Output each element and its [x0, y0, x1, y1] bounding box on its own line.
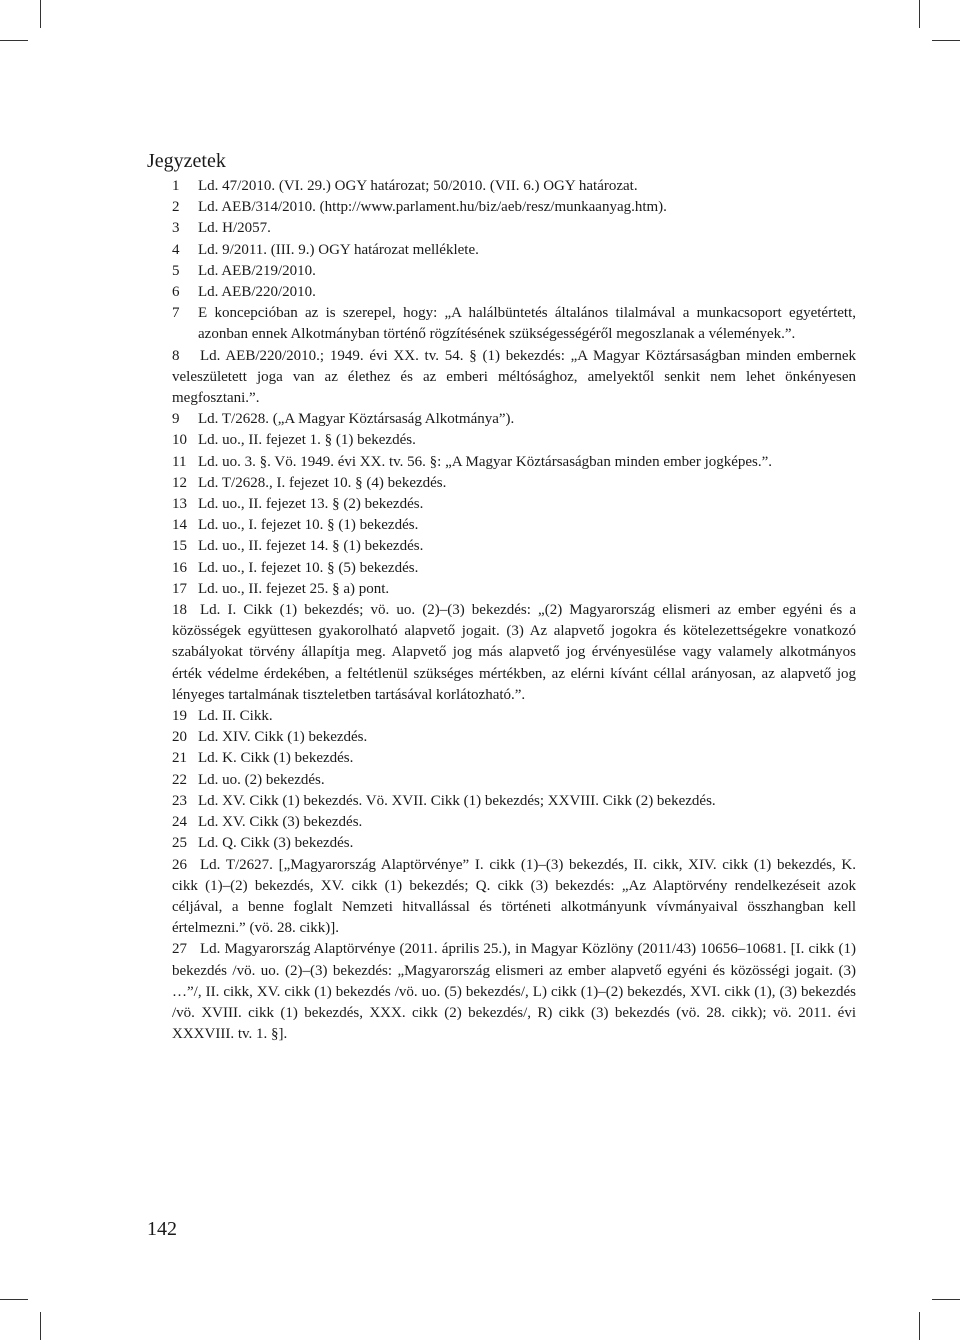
note-text — [172, 452, 856, 473]
note-body: Ld. II. Cikk. — [198, 708, 273, 725]
note-number: 22 — [172, 771, 187, 788]
note-number: 10 — [172, 432, 187, 449]
note-number: 12 — [172, 474, 187, 491]
note-8 — [172, 346, 856, 410]
note-text — [172, 536, 856, 557]
note-text — [172, 748, 856, 769]
note-text — [172, 791, 856, 812]
note-text — [172, 558, 856, 579]
note-body: Ld. AEB/220/2010. — [198, 284, 316, 301]
note-25 — [172, 833, 856, 854]
note-number: 2 — [172, 199, 180, 216]
note-number: 18 — [172, 602, 187, 619]
note-text — [172, 240, 856, 261]
notes-heading: Jegyzetek — [147, 150, 226, 172]
note-body: Ld. uo., I. fejezet 10. § (5) bekezdés. — [198, 559, 419, 576]
note-number: 8 — [172, 347, 180, 364]
note-text — [172, 579, 856, 600]
note-number: 17 — [172, 580, 187, 597]
note-9 — [172, 409, 856, 430]
crop-mark-bottom-left-v — [40, 1312, 41, 1340]
note-text — [172, 706, 856, 727]
note-text — [172, 600, 856, 706]
note-text — [172, 346, 856, 410]
note-body: Ld. XV. Cikk (1) bekezdés. Vö. XVII. Cikk (1) bekezdés; XXVIII. Cikk (2) bekezdés. — [198, 792, 716, 809]
note-body: Ld. 9/2011. (III. 9.) OGY határozat melléklete. — [198, 241, 479, 258]
crop-mark-top-right-h — [932, 40, 960, 41]
note-number: 3 — [172, 220, 180, 237]
note-3 — [172, 218, 856, 239]
note-20 — [172, 727, 856, 748]
note-number: 24 — [172, 814, 187, 831]
note-text — [172, 430, 856, 451]
note-10 — [172, 430, 856, 451]
note-text — [172, 812, 856, 833]
notes-list — [172, 176, 856, 1045]
note-27 — [172, 939, 856, 1045]
note-body: Ld. uo., I. fejezet 10. § (1) bekezdés. — [198, 517, 419, 534]
crop-mark-bottom-left-h — [0, 1299, 28, 1300]
note-body: Ld. AEB/220/2010.; 1949. évi XX. tv. 54. § (1) bekezdés: „A Magyar Köztársaságban minden embernek veleszületett joga van az élethez és az emberi méltósághoz, amelyektől senkit nem lehet önkényesen megfosztani.”. — [172, 347, 856, 407]
note-number: 7 — [172, 305, 180, 322]
note-body: Ld. uo. 3. §. Vö. 1949. évi XX. tv. 56. §: „A Magyar Köztársaságban minden ember jogképes.”. — [198, 453, 773, 470]
note-body: Ld. T/2628., I. fejezet 10. § (4) bekezdés. — [198, 474, 447, 491]
note-number: 26 — [172, 856, 187, 873]
note-21 — [172, 748, 856, 769]
note-text — [172, 515, 856, 536]
note-text — [172, 855, 856, 940]
note-text — [172, 218, 856, 239]
crop-mark-bottom-right-v — [919, 1312, 920, 1340]
note-number: 19 — [172, 708, 187, 725]
note-number: 11 — [172, 453, 187, 470]
note-body: Ld. uo. (2) bekezdés. — [198, 771, 325, 788]
note-11 — [172, 452, 856, 473]
note-body: Ld. H/2057. — [198, 220, 271, 237]
note-13 — [172, 494, 856, 515]
note-text — [172, 939, 856, 1045]
note-body: Ld. K. Cikk (1) bekezdés. — [198, 750, 354, 767]
note-23 — [172, 791, 856, 812]
note-text — [172, 727, 856, 748]
note-body: Ld. 47/2010. (VI. 29.) OGY határozat; 50/2010. (VII. 6.) OGY határozat. — [198, 178, 638, 194]
note-body: Ld. AEB/219/2010. — [198, 262, 316, 279]
note-12 — [172, 473, 856, 494]
note-18 — [172, 600, 856, 706]
note-16 — [172, 558, 856, 579]
page-number: 142 — [147, 1218, 177, 1240]
note-text — [172, 176, 856, 197]
note-number: 6 — [172, 284, 180, 301]
note-body: Ld. XIV. Cikk (1) bekezdés. — [198, 729, 368, 746]
note-body: Ld. uo., II. fejezet 25. § a) pont. — [198, 580, 390, 597]
note-number: 14 — [172, 517, 187, 534]
note-body: Ld. AEB/314/2010. (http://www.parlament.hu/biz/aeb/resz/munkaanyag.htm). — [198, 199, 667, 216]
note-text — [172, 833, 856, 854]
note-1 — [172, 176, 856, 197]
note-body: Ld. uo., II. fejezet 1. § (1) bekezdés. — [198, 432, 416, 449]
note-17 — [172, 579, 856, 600]
note-number: 13 — [172, 496, 187, 513]
crop-mark-top-left-v — [40, 0, 41, 28]
note-5 — [172, 261, 856, 282]
note-body: Ld. T/2627. [„Magyarország Alaptörvénye” I. cikk (1)–(3) bekezdés, II. cikk, XIV. cikk (1) bekezdés, K. cikk (1)–(2) bekezdés, XV. cikk (1) bekezdés; Q. cikk (3) bekezdés: „Az Alaptörvény rendelkezéseit azok céljával, a benne foglalt Nemzeti hitvallással és történeti alkotmányunk vívmányaival összhangban kell értelmezni.” (vö. 28. cikk)]. — [172, 856, 856, 937]
note-body: Ld. Q. Cikk (3) bekezdés. — [198, 835, 354, 852]
note-text — [172, 409, 856, 430]
note-text — [172, 197, 856, 218]
note-number: 21 — [172, 750, 187, 767]
note-4 — [172, 240, 856, 261]
note-body: Ld. Magyarország Alaptörvénye (2011. április 25.), in Magyar Közlöny (2011/43) 10656–10681. [I. cikk (1) bekezdés /vö. uo. (2)–(3) bekezdés: „Magyarország elismeri az ember alapvető egyéni és közösségi jogait. (3) …”/, II. cikk, XV. cikk (1) bekezdés /vö. uo. (5) bekezdés/, L) cikk (1)–(2) bekezdés, XVI. cikk (1), (3) bekezdés /vö. XVIII. cikk (1) bekezdés, XXX. cikk (2) bekezdés/, R) cikk (3) bekezdés (vö. 28. cikk); vö. 2011. évi XXXVIII. tv. 1. §]. — [172, 941, 856, 1043]
note-19 — [172, 706, 856, 727]
note-number: 23 — [172, 792, 187, 809]
crop-mark-bottom-right-h — [932, 1299, 960, 1300]
note-22 — [172, 770, 856, 791]
crop-mark-top-left-h — [0, 40, 28, 41]
note-text — [172, 770, 856, 791]
note-body: Ld. XV. Cikk (3) bekezdés. — [198, 814, 363, 831]
note-number: 4 — [172, 241, 180, 258]
note-6 — [172, 282, 856, 303]
note-number: 5 — [172, 262, 180, 279]
note-number: 20 — [172, 729, 187, 746]
note-26 — [172, 855, 856, 940]
note-24 — [172, 812, 856, 833]
note-body: Ld. uo., II. fejezet 13. § (2) bekezdés. — [198, 496, 424, 513]
note-2 — [172, 197, 856, 218]
note-text — [172, 282, 856, 303]
note-body: Ld. I. Cikk (1) bekezdés; vö. uo. (2)–(3) bekezdés: „(2) Magyarország elismeri az ember egyéni és a közösségek együttesen gyakorolható alapvető jogait. (3) Az alapvető jogokra és kötelezettségekre vonatkozó szabályokat törvény állapítja meg. Alapvető jog más alapvető jog érvényesülése vagy valamely alkotmányos érték védelme érdekében, a feltétlenül szükséges mértékben, az elérni kívánt céllal arányosan, az alapvető jog lényeges tartalmának tiszteletben tartásával korlátozható.”. — [172, 602, 856, 703]
note-number: 25 — [172, 835, 187, 852]
note-number: 9 — [172, 411, 180, 428]
crop-mark-top-right-v — [919, 0, 920, 28]
note-body: Ld. T/2628. („A Magyar Köztársaság Alkotmánya”). — [198, 411, 515, 428]
note-number: 16 — [172, 559, 187, 576]
note-15 — [172, 536, 856, 557]
note-number: 1 — [172, 178, 180, 194]
note-number: 27 — [172, 941, 187, 958]
note-number: 15 — [172, 538, 187, 555]
note-text — [172, 494, 856, 515]
note-text — [172, 473, 856, 494]
note-7 — [172, 303, 856, 345]
note-text — [172, 303, 856, 345]
note-body: E koncepcióban az is szerepel, hogy: „A halálbüntetés általános tilalmával a munkacsoport egyetértett, azonban ennek Alkotmányban történő rögzítésének szükségességéről megoszlanak a vélemények.”. — [198, 305, 856, 343]
note-text — [172, 261, 856, 282]
note-14 — [172, 515, 856, 536]
note-body: Ld. uo., II. fejezet 14. § (1) bekezdés. — [198, 538, 424, 555]
